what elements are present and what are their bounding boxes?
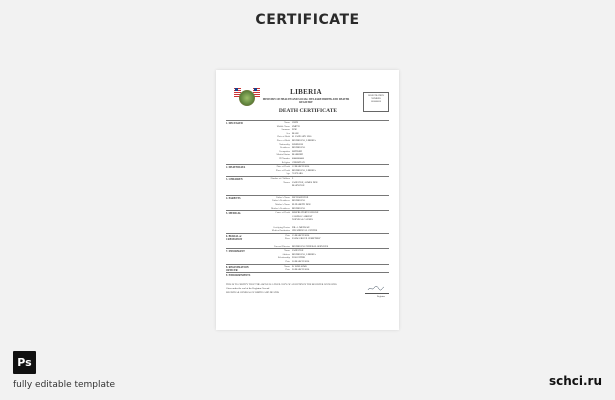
site-watermark: schci.ru xyxy=(548,374,602,388)
country-name: LIBERIA xyxy=(290,88,322,96)
field-value: RESPIRATORY FAILURE xyxy=(292,211,319,215)
section-name: 5. MEDICAL xyxy=(226,212,242,216)
field-value: MONROVIA, LIBERIA xyxy=(292,252,316,256)
certificate-header xyxy=(226,78,389,120)
field-label: Name xyxy=(284,121,290,124)
section-name: 3. CHILDREN xyxy=(226,177,243,181)
field-label: Occupation xyxy=(278,149,290,153)
registrar-line: REGISTRAR GENERAL OF BIRTHS AND DEATHS xyxy=(226,290,279,294)
section-name: 6. BURIAL or CREMATION xyxy=(226,234,243,241)
field-label: Father's Name xyxy=(276,195,290,199)
ministry-line: MINISTRY OF HEALTH AND SOCIAL WELFARE BIRTHS AND DEATHS REGISTRY xyxy=(262,98,350,104)
field-label: Mother's Name xyxy=(275,203,290,207)
field-value: ELIZABETH DOE xyxy=(292,203,311,207)
field-value: CHRISTIAN xyxy=(292,160,305,164)
field-value: DOE xyxy=(292,128,297,132)
field-label: Place xyxy=(284,237,290,241)
field-label: Names xyxy=(283,180,290,184)
field-value: MONROVIA FUNERAL SERVICES xyxy=(292,244,329,248)
page-title: CERTIFICATE xyxy=(255,12,360,28)
field-value: MONROVIA xyxy=(292,206,306,210)
field-label: Date xyxy=(285,268,290,272)
field-label: Date of Birth xyxy=(277,135,290,139)
field-value: MONROVIA, LIBERIA xyxy=(292,168,316,172)
field-value: MARY DOE xyxy=(292,184,305,188)
template-caption: fully editable template xyxy=(13,380,116,390)
field-value: RICHARD DOE xyxy=(292,195,309,199)
field-value: DR. A. MENSAH xyxy=(292,225,310,229)
field-value: JOHN xyxy=(292,121,299,124)
certificate-section xyxy=(226,176,389,195)
field-value: MONROVIA xyxy=(292,199,306,203)
certificate-section xyxy=(226,120,389,164)
certificate-title: DEATH CERTIFICATE xyxy=(278,108,338,114)
field-label: Number of Children xyxy=(270,176,290,180)
field-label: Address xyxy=(282,252,290,256)
field-value: MONROVIA, LIBERIA xyxy=(292,138,316,142)
certify-line: THIS IS TO CERTIFY THAT THE ABOVE IS A TRUE COPY OF AN ENTRY IN THE REGISTER OF DEATHS xyxy=(226,282,337,286)
field-value: JANE DOE, JAMES DOE xyxy=(292,180,318,184)
certificate-document xyxy=(216,70,399,330)
emblem-circle-icon xyxy=(239,90,255,106)
field-value xyxy=(292,273,389,277)
field-value: 20 MARCH 2020 xyxy=(292,268,310,272)
field-label: Marital Status xyxy=(276,153,290,157)
field-value: MARRIED xyxy=(292,153,304,157)
field-label xyxy=(252,273,292,277)
field-value: 70 YEARS xyxy=(292,172,303,176)
signature-label: Registrar xyxy=(376,296,385,298)
field-label: Date xyxy=(285,233,290,237)
field-label: Nationality xyxy=(279,142,290,146)
field-label: Cause of Death xyxy=(275,211,290,215)
field-label: Father's Residence xyxy=(272,199,290,203)
field-value: 01 JANUARY 1950 xyxy=(292,135,312,139)
field-label: Name xyxy=(284,264,290,268)
seal-line: Given under the seal of the Registrar General xyxy=(226,286,270,290)
section-name: 8. REGISTRATION OFFICER xyxy=(226,265,249,272)
field-label: Name xyxy=(284,249,290,253)
section-name: 9. ENDORSEMENTS xyxy=(226,273,251,277)
field-label: Date of Death xyxy=(276,165,290,169)
registration-box xyxy=(363,92,389,112)
field-label: Sex xyxy=(286,131,290,135)
field-label: Medical Institution xyxy=(271,229,290,233)
certificate-section xyxy=(226,195,389,210)
field-label: Date xyxy=(285,259,290,263)
field-value: LIBERIAN xyxy=(292,142,304,146)
field-value: CARDIAC ARREST xyxy=(292,214,313,218)
field-value: PALM GROVE CEMETERY xyxy=(292,237,321,241)
field-label: Age xyxy=(286,172,290,176)
signature-line xyxy=(365,288,389,294)
section-name: 7. INFORMANT xyxy=(226,250,245,254)
certificate-section xyxy=(226,164,389,176)
field-value: MONROVIA xyxy=(292,146,306,150)
field-label: Religion xyxy=(281,160,290,164)
field-value: 20 MARCH 2020 xyxy=(292,259,310,263)
field-label: ID Number xyxy=(279,156,290,160)
field-label: Mother's Residence xyxy=(271,206,290,210)
certificate-section xyxy=(226,248,389,263)
field-label: Surname xyxy=(281,128,290,132)
field-value: DAUGHTER xyxy=(292,256,306,260)
field-label: Certifying Doctor xyxy=(272,225,290,229)
field-label: Middle Name xyxy=(276,124,290,128)
certificate-section xyxy=(226,272,389,277)
reg-box-line: 000000000 xyxy=(371,101,381,103)
field-value: SMITH xyxy=(292,124,300,128)
field-value: JFK MEDICAL CENTER xyxy=(292,229,318,233)
field-value: NATURAL CAUSES xyxy=(292,218,313,222)
reg-box-line: NUMBER xyxy=(371,98,381,100)
field-label: Residence xyxy=(280,146,290,150)
section-name: 1. DECEASED xyxy=(226,122,243,125)
field-value: 12 MARCH 2020 xyxy=(292,165,310,169)
certificate-section xyxy=(226,233,389,248)
field-value: JANE DOE xyxy=(292,249,304,253)
field-value: RETIRED xyxy=(292,149,303,153)
photoshop-icon: Ps xyxy=(13,351,36,374)
field-value: 0000000000 xyxy=(292,156,304,160)
certificate-sections xyxy=(226,120,389,277)
certificate-section xyxy=(226,210,389,233)
field-label: Funeral Director xyxy=(274,244,290,248)
field-value: MALE xyxy=(292,131,299,135)
field-label: Place of Birth xyxy=(276,138,290,142)
field-row xyxy=(252,273,389,277)
field-value: R. WILLIAMS xyxy=(292,264,307,268)
certificate-section xyxy=(226,264,389,272)
field-label: Place of Death xyxy=(275,168,290,172)
reg-box-line: REGISTRATION xyxy=(368,95,384,97)
field-label: Relationship xyxy=(277,256,290,260)
field-value: 15 MARCH 2020 xyxy=(292,233,310,237)
section-name: 2. DEATH DATA xyxy=(226,166,246,170)
section-name: 4. PARENTS xyxy=(226,196,241,200)
field-value: 3 xyxy=(292,176,294,180)
